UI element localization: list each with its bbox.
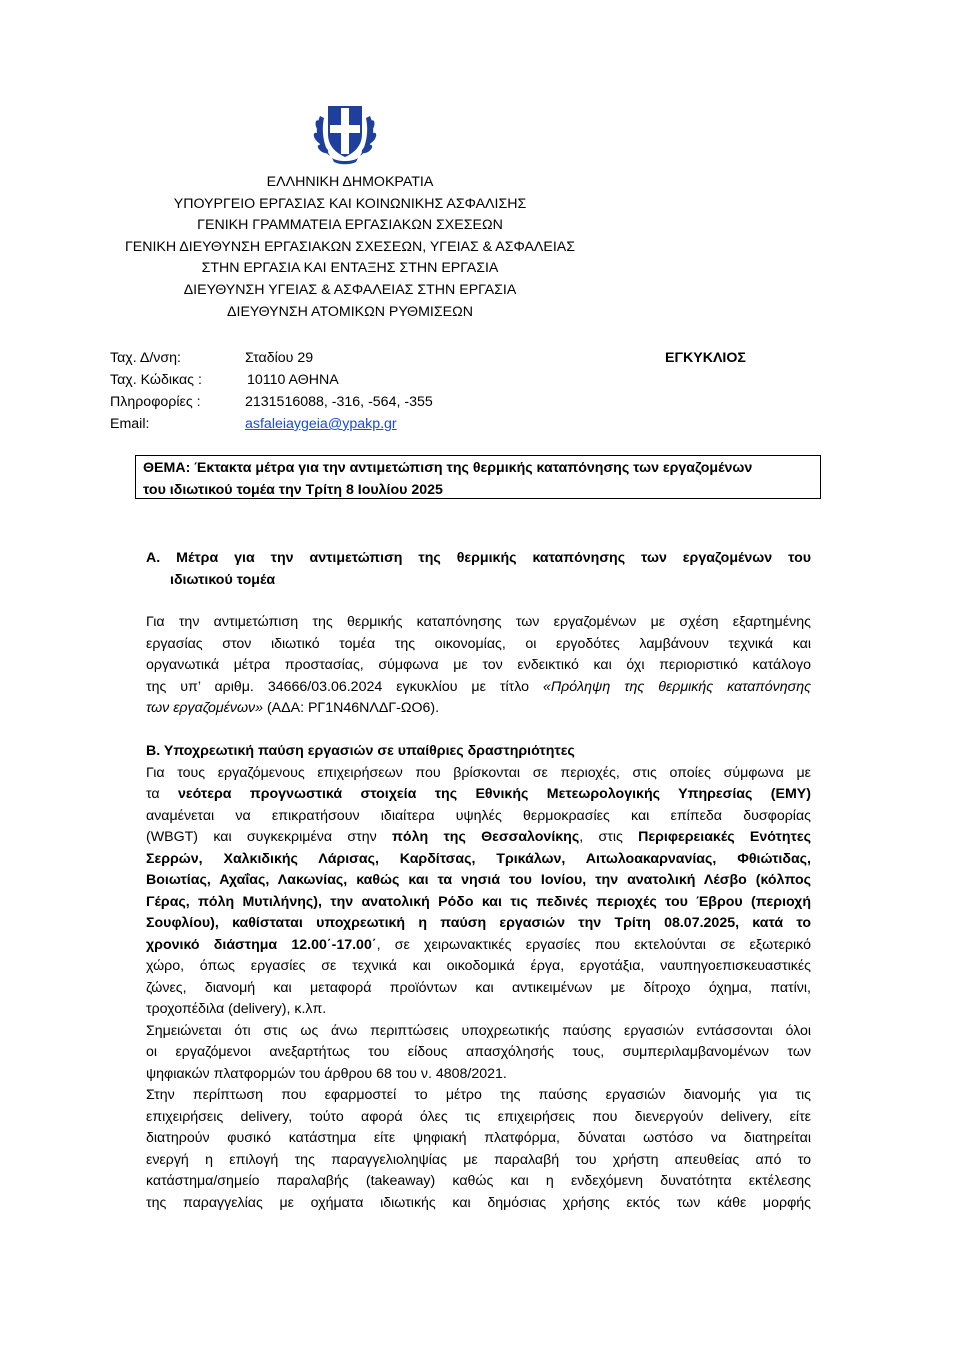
section-b-heading: Β. Υποχρεωτική παύση εργασιών σε υπαίθριες δραστηριότητες bbox=[146, 743, 575, 759]
header-line: ΕΛΛΗΝΙΚΗ ΔΗΜΟΚΡΑΤΙΑ bbox=[266, 174, 434, 190]
subject-line: του ιδιωτικού τομέα την Τρίτη 8 Ιουλίου 2025 bbox=[143, 481, 443, 498]
phone-label: Πληροφορίες : bbox=[110, 394, 201, 410]
email-link[interactable]: asfaleiaygeia@ypakp.gr bbox=[245, 416, 397, 432]
header-line: ΓΕΝΙΚΗ ΔΙΕΥΘΥΝΣΗ ΕΡΓΑΣΙΑΚΩΝ ΣΧΕΣΕΩΝ, ΥΓΕΙΑΣ & ΑΣΦΑΛΕΙΑΣ bbox=[124, 238, 576, 255]
subject-box bbox=[135, 455, 821, 499]
phone-value: 2131516088, -316, -564, -355 bbox=[245, 394, 433, 410]
section-b: Β. Υποχρεωτική παύση εργασιών σε υπαίθριες δραστηριότητες Για τους εργαζόμενους επιχειρήσεων που βρίσκονται σε περιοχές, στις οποίες σύμφωνα με τα νεότερα προγνωστικά στοιχεία της Εθνικής Μετεωρολογικής Υπηρεσίας (ΕΜΥ) αναμένεται να επικρατήσουν ιδιαίτερα υψηλές θερμοκρασίες και επίπεδα δυσφορίας (WBGT) και συγκεκριμένα στην πόλη της Θεσσαλονίκης, στις Περιφερειακές Ενότητες Σερρών, Χαλκιδικής Λάρισας, Καρδίτσας, Τρικάλων, Αιτωλοακαρνανίας, Φθιώτιδας, Βοιωτίας, Αχαΐας, Λακωνίας, καθώς και τα νησιά του Ιονίου, την ανατολική Λέσβο (κόλπος Γέρας, πόλη Μυτιλήνης), την ανατολική Ρόδο και τις πεδινές περιοχές του Έβρου (περιοχή Σουφλίου), καθίσταται υποχρεωτική η παύση εργασιών την Τρίτη 08.07.2025, κατά το χρονικό διάστημα 12.00΄-17.00΄, σε χειρωνακτικές εργασίες που εκτελούνται σε εξωτερικό χώρο, όπως εργασίες σε τεχνικά και οικοδομικά έργα, εργοτάξια, ναυπηγοεπισκευαστικές ζώνες, διανομή και μεταφορά προϊόντων και αντικειμένων με δίτροχο όχημα, πατίνι, τροχοπέδιλα (delivery), κ.λπ. Σημειώνεται ότι στις ως άνω περιπτώσεις υποχρεωτικής παύσης εργασιών εντάσσονται όλοι οι εργαζόμενοι ανεξαρτήτως του είδους απασχόλησής τους, συμπεριλαμβανομένων των ψηφιακών πλατφορμών του άρθρου 68 του ν. 4808/2021. Στην περίπτωση που εφαρμοστεί το μέτρο της παύσης εργασιών διανομής για τις επιχειρήσεις delivery, τούτο αφορά όλες τις επιχειρήσεις που διενεργούν delivery, είτε διατηρούν φυσικό κατάστημα είτε ψηφιακή πλατφόρμα, δύναται ωστόσο να διατηρείται ενεργή η επιλογή της παραγγελιοληψίας με παραλαβή του χρήστη απευθείας από το κατάστημα/σημείο παραλαβής (takeaway) καθώς και η ενδεχόμενη δυνατότητα εκτέλεσης της παραγγελίας με οχήματα ιδιωτικής και δημόσιας χρήσης εκτός των κάθε μορφής bbox=[146, 743, 812, 1211]
address-label: Ταχ. Δ/νση: bbox=[110, 350, 181, 366]
header-line: ΔΙΕΥΘΥΝΣΗ ΥΓΕΙΑΣ & ΑΣΦΑΛΕΙΑΣ ΣΤΗΝ ΕΡΓΑΣΙΑ bbox=[183, 281, 517, 298]
subject-line: ΘΕΜΑ: Έκτακτα μέτρα για την αντιμετώπιση της θερμικής καταπόνησης των εργαζομένων bbox=[143, 460, 753, 476]
address-value: Σταδίου 29 bbox=[245, 350, 314, 366]
postcode-label: Ταχ. Κώδικας : bbox=[110, 372, 202, 388]
header-line: ΣΤΗΝ ΕΡΓΑΣΙΑ ΚΑΙ ΕΝΤΑΞΗΣ ΣΤΗΝ ΕΡΓΑΣΙΑ bbox=[201, 260, 499, 277]
document-type: ΕΓΚΥΚΛΙΟΣ bbox=[665, 350, 746, 366]
section-a-heading: Α. Μέτρα για την αντιμετώπιση της θερμικής καταπόνησης των εργαζομένων του ιδιωτικού τομέα bbox=[146, 550, 811, 588]
coat-of-arms-icon bbox=[310, 96, 380, 166]
header-line: ΥΠΟΥΡΓΕΙΟ ΕΡΓΑΣΙΑΣ ΚΑΙ ΚΟΙΝΩΝΙΚΗΣ ΑΣΦΑΛΙΣΗΣ bbox=[173, 195, 527, 212]
ministry-header bbox=[80, 172, 620, 323]
header-line: ΓΕΝΙΚΗ ΓΡΑΜΜΑΤΕΙΑ ΕΡΓΑΣΙΑΚΩΝ ΣΧΕΣΕΩΝ bbox=[197, 217, 503, 234]
section-a-paragraph: Για την αντιμετώπιση της θερμικής καταπόνησης των εργαζομένων με σχέση εξαρτημένης εργασίας στον ιδιωτικό τομέα της οικονομίας, οι εργοδότες λαμβάνουν τεχνικά και οργανωτικά μέτρα προστασίας, σύμφωνα με τον ενδεικτικό και όχι περιοριστικό κατάλογο της υπ’ αριθμ. 34666/03.06.2024 εγκυκλίου με τίτλο «Πρόληψη της θερμικής καταπόνησης των εργαζομένων» (ΑΔΑ: ΡΓ1Ν46ΝΛΔΓ-ΩΟ6). bbox=[146, 614, 811, 716]
header-line: ΔΙΕΥΘΥΝΣΗ ΑΤΟΜΙΚΩΝ ΡΥΘΜΙΣΕΩΝ bbox=[227, 303, 473, 320]
postcode-value: 10110 ΑΘΗΝΑ bbox=[247, 372, 339, 388]
email-label: Email: bbox=[110, 416, 150, 432]
